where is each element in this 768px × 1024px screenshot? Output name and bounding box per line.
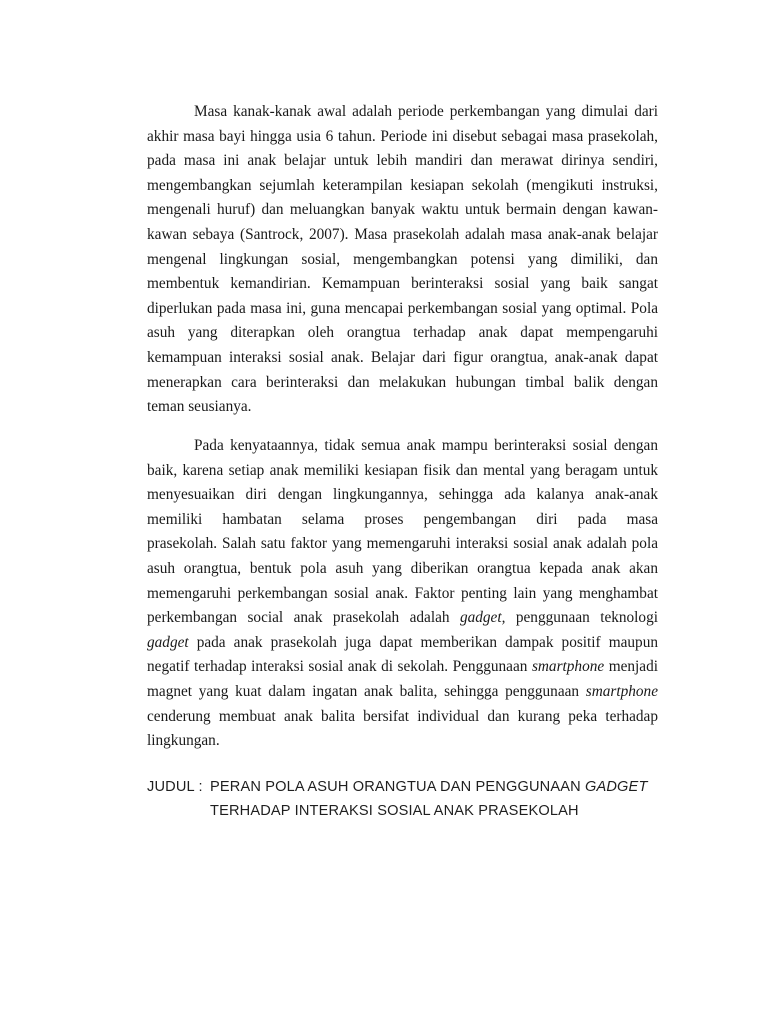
paragraph-1-line: membentuk kemandirian. Kemampuan berinteraksi sosial yang baik sangat: [147, 275, 658, 293]
paragraph-1-line: Masa kanak-kanak awal adalah periode perkembangan yang dimulai dari: [194, 103, 658, 120]
paragraph-1-line: pada masa ini anak belajar untuk lebih mandiri dan merawat dirinya sendiri,: [147, 152, 658, 170]
paragraph-1-line: mengenal lingkungan sosial, mengembangkan potensi yang dimiliki, dan: [147, 250, 658, 268]
text-run: menjadi: [604, 658, 658, 676]
title-line-2: TERHADAP INTERAKSI SOSIAL ANAK PRASEKOLAH: [210, 803, 579, 819]
title-italic-gadget: GADGET: [584, 779, 648, 795]
paragraph-2-line: memengaruhi perkembangan sosial anak. Faktor penting lain yang menghambat: [147, 584, 658, 602]
paragraph-2-line: memiliki hambatan selama proses pengembangan diri pada masa: [147, 510, 658, 528]
paragraph-2-line: baik, karena setiap anak memiliki kesiapan fisik dan mental yang beragam untuk: [147, 461, 658, 479]
paragraph-1: [147, 100, 658, 420]
paragraph-2-line: menyesuaikan diri dengan lingkungannya, sehingga ada kalanya anak-anak: [147, 486, 658, 504]
paragraph-1-line: akhir masa bayi hingga usia 6 tahun. Periode ini disebut sebagai masa prasekolah,: [147, 127, 658, 145]
paragraph-1-line: mengenali huruf) dan meluangkan banyak waktu untuk bermain dengan kawan-: [147, 201, 658, 219]
title-row: [147, 775, 667, 819]
text-run: magnet yang kuat dalam ingatan anak balita, sehingga penggunaan: [147, 682, 586, 700]
paragraph-1-line: kawan sebaya (Santrock, 2007). Masa prasekolah adalah masa anak-anak belajar: [147, 225, 658, 243]
title-line-1: [210, 775, 648, 799]
italic-term-gadget: gadget,: [459, 609, 506, 627]
paragraph-1-line: teman seusianya.: [147, 398, 252, 416]
paragraph-2: [147, 434, 658, 754]
paragraph-1-line: mengembangkan sejumlah keterampilan kesiapan sekolah (mengikuti instruksi,: [147, 176, 658, 194]
italic-term-smartphone: smartphone: [585, 682, 658, 700]
paragraph-2-line: cenderung membuat anak balita bersifat individual dan kurang peka terhadap: [147, 707, 658, 725]
paragraph-2-line: asuh orangtua, bentuk pola asuh yang diberikan orangtua kepada anak akan: [147, 559, 658, 577]
paragraph-2-line: [147, 680, 658, 705]
paragraph-1-line: kemampuan interaksi sosial anak. Belajar dari figur orangtua, anak-anak dapat: [147, 348, 658, 366]
paragraph-2-line: prasekolah. Salah satu faktor yang memengaruhi interaksi sosial anak adalah pola: [147, 535, 658, 553]
paragraph-1-line: menerapkan cara berinteraksi dan melakukan hubungan timbal balik dengan: [147, 373, 658, 391]
italic-term-gadget: gadget: [147, 633, 189, 651]
title-block: [147, 775, 667, 819]
text-run: pada anak prasekolah juga dapat memberikan dampak positif maupun: [188, 633, 658, 651]
paragraph-2-line: [147, 631, 658, 656]
text-run: negatif terhadap interaksi sosial anak di sekolah. Penggunaan: [147, 658, 532, 676]
paragraph-2-line: lingkungan.: [147, 732, 220, 750]
paragraph-1-line: diperlukan pada masa ini, guna mencapai perkembangan sosial yang optimal. Pola: [147, 299, 658, 317]
paragraph-2-line: [147, 606, 658, 631]
text-run: penggunaan teknologi: [505, 609, 658, 627]
text-run: perkembangan social anak prasekolah adalah: [147, 609, 460, 627]
title-label: JUDUL :: [147, 779, 203, 795]
title-text: PERAN POLA ASUH ORANGTUA DAN PENGGUNAAN: [210, 779, 585, 795]
paragraph-2-line: Pada kenyataannya, tidak semua anak mampu berinteraksi sosial dengan: [194, 437, 658, 454]
paragraph-2-line: [147, 655, 658, 680]
paragraph-1-line: asuh yang diterapkan oleh orangtua terhadap anak dapat mempengaruhi: [147, 324, 658, 342]
italic-term-smartphone: smartphone: [531, 658, 605, 676]
